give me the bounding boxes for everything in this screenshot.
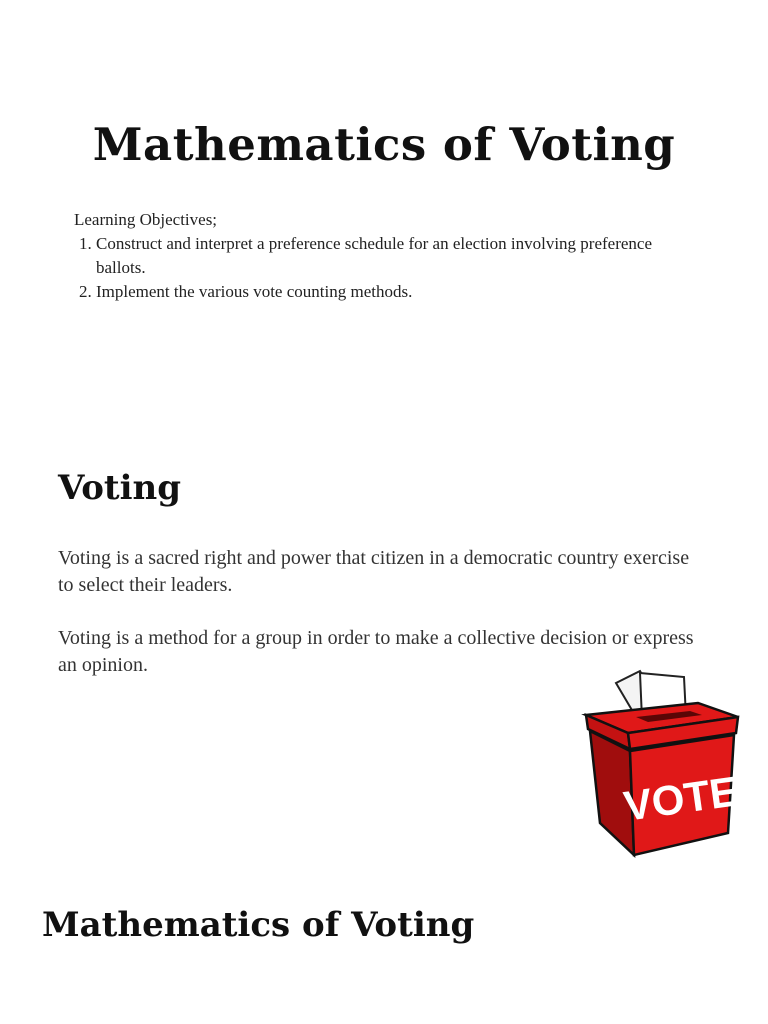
ballot-box-label: VOTE xyxy=(620,767,741,830)
learning-objectives xyxy=(74,208,674,304)
voting-paragraph: Voting is a method for a group in order to make a collective decision or express an opinion. xyxy=(58,627,694,676)
objective-item: 2. Implement the various vote counting methods. xyxy=(96,280,674,304)
section-heading-voting: Voting xyxy=(58,468,182,508)
objective-item: 1. Construct and interpret a preference schedule for an election involving preference ballots. xyxy=(96,232,674,280)
objectives-list xyxy=(74,232,674,304)
slide-title: Mathematics of Voting xyxy=(92,118,676,171)
slide-title-bottom: Mathematics of Voting xyxy=(42,905,475,945)
voting-paragraph: Voting is a sacred right and power that citizen in a democratic country exercise to select their leaders. xyxy=(58,547,690,596)
ballot-box-icon xyxy=(578,665,748,860)
objectives-heading: Learning Objectives; xyxy=(74,210,218,229)
